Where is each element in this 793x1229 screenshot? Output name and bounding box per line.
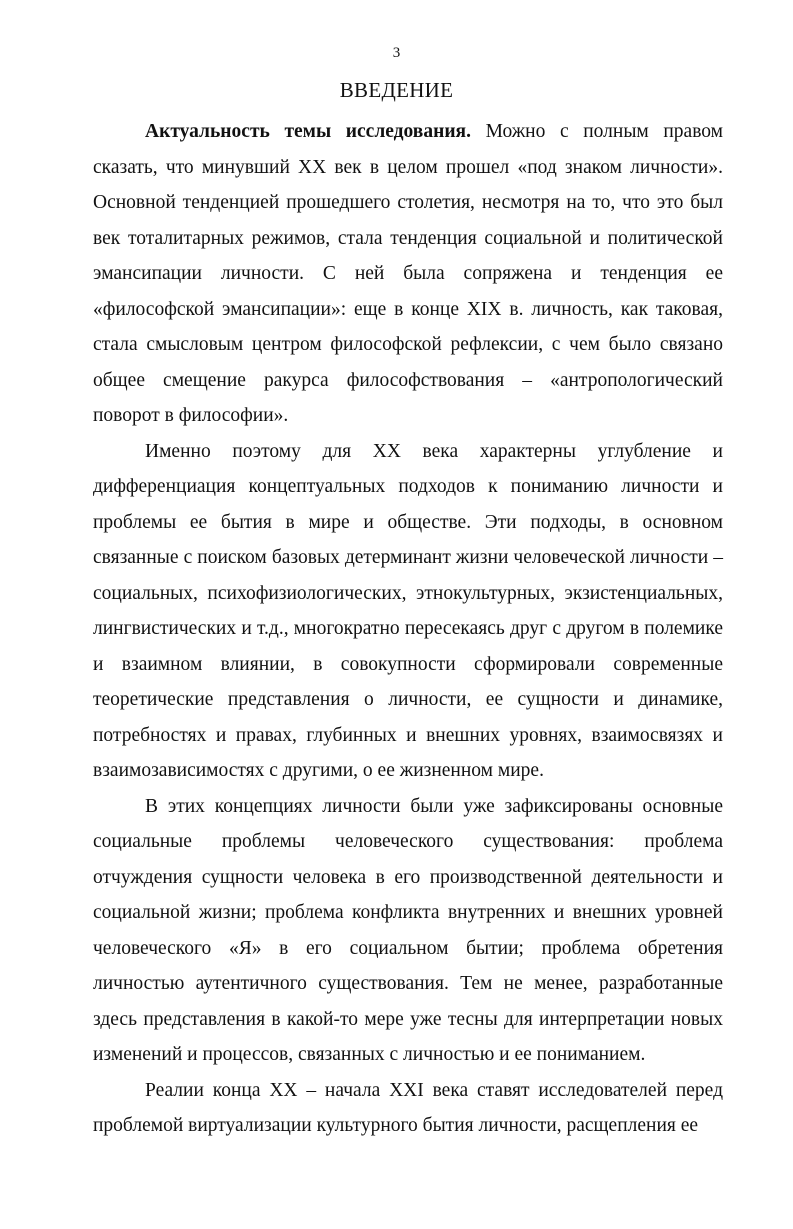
paragraph-realities [93,1073,723,1144]
section-heading: ВВЕДЕНИЕ [339,78,454,102]
paragraph-text: Именно поэтому для XX века характерны углубление и дифференциация концептуальных подходов к пониманию личности и проблемы ее бытия в мире и обществе. Эти подходы, в основном связанные с поиском базовых детерминант жизни человеческой личности – социальных, психофизиологических, этнокультурных, экзистенциальных, лингвистических и т.д., многократно пересекаясь друг с другом в полемике и взаимном влиянии, в совокупности сформировали современные теоретические представления о личности, ее сущности и динамике, потребностях и правах, глубинных и внешних уровнях, взаимосвязях и взаимозависимостях с другими, о ее жизненном мире. [93,440,723,781]
paragraph-lead: Актуальность темы исследования. [145,121,471,142]
paragraph-concepts [93,789,723,1073]
paragraph-text: Реалии конца XX – начала XXI века ставят исследователей перед проблемой виртуализации культурного бытия личности, расщепления ее [93,1079,723,1136]
page-number: 3 [392,45,401,61]
paragraph-text: Можно с полным правом сказать, что минувший XX век в целом прошел «под знаком личности». Основной тенденцией прошедшего столетия, несмотря на то, что это был век тоталитарных режимов, стала тенденция социальной и политической эмансипации личности. С ней была сопряжена и тенденция ее «философской эмансипации»: еще в конце XIX в. личность, как таковая, стала смысловым центром философской рефлексии, с чем было связано общее смещение ракурса философствования – «антропологический поворот в философии». [93,121,724,426]
paragraph-approaches [93,434,723,789]
paragraph-relevance [93,114,723,434]
paragraph-text: В этих концепциях личности были уже зафиксированы основные социальные проблемы человеческого существования: проблема отчуждения сущности человека в его производственной деятельности и социальной жизни; проблема конфликта внутренних и внешних уровней человеческого «Я» в его социальном бытии; проблема обретения личностью аутентичного существования. Тем не менее, разработанные здесь представления в какой-то мере уже тесны для интерпретации новых изменений и процессов, связанных с личностью и ее пониманием. [93,795,723,1065]
body-text [93,114,723,1144]
